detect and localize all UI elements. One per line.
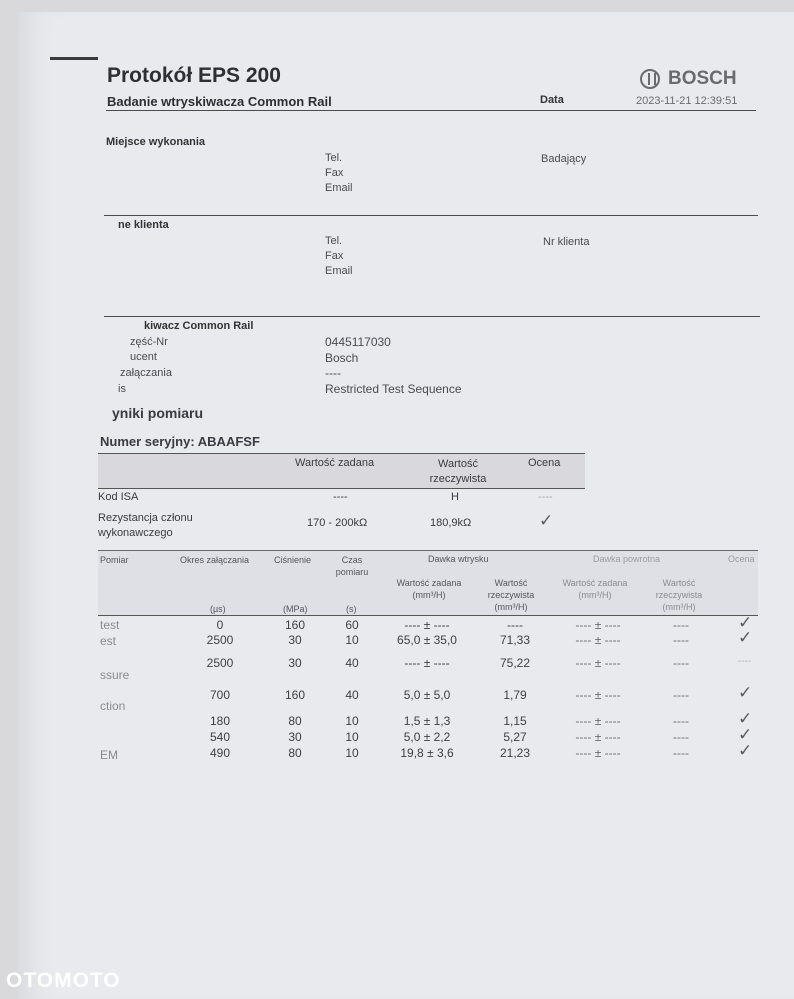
- otomoto-watermark: OTOMOTO: [6, 969, 121, 992]
- measurement-cell-wz: 65,0 ± 35,0: [397, 633, 457, 647]
- col-inj-actual: Wartość rzeczywista (mm³/H): [487, 578, 535, 612]
- measurement-name: est: [100, 634, 117, 648]
- measurement-cell-czas: 10: [345, 730, 359, 744]
- measurement-cell-okres: 2500: [206, 633, 234, 647]
- place-section-title: Miejsce wykonania: [106, 136, 206, 148]
- measurement-cell-pr: ----: [673, 633, 689, 647]
- isa-code-rating: ----: [538, 491, 553, 503]
- col-pressure: Ciśnienie: [274, 555, 312, 565]
- measurement-cell-cisn: 30: [288, 656, 302, 670]
- date-value: 2023-11-21 12:39:51: [636, 95, 738, 107]
- injector-row-label: załączania: [120, 367, 172, 379]
- place-tel-label: Tel.: [325, 152, 343, 164]
- part-number-value: 0445117030: [325, 335, 391, 349]
- measurement-name: EM: [100, 748, 118, 762]
- resistance-label: Rezystancja członu wykonawczego: [98, 512, 193, 539]
- injector-row-label: zęść-Nr: [130, 336, 168, 348]
- measurement-cell-cisn: 80: [288, 746, 302, 760]
- bosch-armature-icon: [640, 69, 660, 89]
- measurement-cell-wz: 1,5 ± 1,3: [403, 714, 451, 728]
- date-label: Data: [540, 94, 564, 106]
- measurement-cell-wz: ---- ± ----: [404, 656, 450, 670]
- injector-row-label: is: [118, 383, 126, 395]
- measurement-cell-okres: 490: [209, 746, 231, 760]
- checkmark-icon: ✓: [738, 725, 753, 744]
- measurement-cell-wz: 5,0 ± 5,0: [403, 688, 451, 702]
- sequence-value: Restricted Test Sequence: [325, 382, 462, 396]
- measurement-cell-czas: 10: [345, 633, 359, 647]
- checkmark-icon: ✓: [738, 709, 753, 728]
- col-measure-time: Czas pomiaru: [335, 555, 369, 577]
- col-pressure-unit: (MPa): [283, 604, 308, 614]
- col-measure-time-unit: (s): [346, 604, 357, 614]
- measurement-cell-okres: 180: [209, 714, 231, 728]
- measurement-cell-wr: ----: [507, 618, 523, 632]
- divider: [104, 316, 760, 317]
- checkmark-icon: ✓: [738, 613, 753, 632]
- col-set-value: Wartość zadana: [295, 457, 375, 469]
- measurement-cell-wr: 21,23: [499, 746, 531, 760]
- measurement-cell-cisn: 30: [288, 730, 302, 744]
- isa-code-set: ----: [333, 491, 348, 503]
- measurement-cell-okres: 700: [209, 688, 231, 702]
- col-switch-period-unit: (µs): [210, 604, 226, 614]
- col-switch-period: Okres załączania: [180, 555, 250, 565]
- col-rating: Ocena: [728, 554, 755, 564]
- manufacturer-value: Bosch: [325, 351, 359, 365]
- bosch-logo: [640, 68, 737, 90]
- client-email-label: Email: [325, 265, 353, 277]
- serial-number: Numer seryjny: ABAAFSF: [100, 434, 260, 449]
- checkmark-icon: ✓: [738, 741, 753, 760]
- col-measurement: Pomiar: [100, 555, 129, 565]
- measurement-cell-pz: ---- ± ----: [575, 746, 621, 760]
- measurement-cell-wr: 1,15: [503, 714, 527, 728]
- client-number-label: Nr klienta: [543, 236, 590, 248]
- measurement-cell-pz: ---- ± ----: [575, 656, 621, 670]
- measurement-cell-pz: ---- ± ----: [575, 730, 621, 744]
- col-ret-set: Wartość zadana (mm³/H): [562, 578, 628, 600]
- measurement-cell-pr: ----: [673, 656, 689, 670]
- measurement-cell-wz: 5,0 ± 2,2: [403, 730, 451, 744]
- measurement-cell-pr: ----: [673, 730, 689, 744]
- measurement-cell-pr: ----: [673, 746, 689, 760]
- checkmark-icon: ✓: [738, 628, 753, 647]
- checkmark-icon: ✓: [539, 511, 554, 530]
- measurement-cell-cisn: 160: [284, 618, 306, 632]
- measurement-cell-okres: 540: [209, 730, 231, 744]
- measurement-cell-pz: ---- ± ----: [575, 618, 621, 632]
- injector-row-label: ucent: [130, 351, 157, 363]
- resistance-set: 170 - 200kΩ: [307, 517, 368, 529]
- page-title: Protokół EPS 200: [107, 64, 281, 87]
- col-ret-actual: Wartość rzeczywista (mm³/H): [655, 578, 703, 612]
- measurement-cell-wr: 5,27: [503, 730, 527, 744]
- measurement-name: ssure: [100, 668, 130, 682]
- measurement-name: ction: [100, 699, 126, 713]
- col-actual-value: Wartość rzeczywista: [429, 458, 487, 485]
- measurement-cell-pz: ---- ± ----: [575, 633, 621, 647]
- place-email-label: Email: [325, 182, 353, 194]
- divider: [104, 215, 758, 216]
- measurement-cell-pz: ---- ± ----: [575, 688, 621, 702]
- measurement-cell-pr: ----: [673, 714, 689, 728]
- isa-code-actual: H: [451, 491, 459, 503]
- place-fax-label: Fax: [325, 167, 344, 179]
- measurement-cell-okres: 2500: [206, 656, 234, 670]
- col-inj-set: Wartość zadana (mm³/H): [396, 578, 462, 600]
- measurement-cell-czas: 10: [345, 746, 359, 760]
- staple-mark: [50, 57, 98, 60]
- measurement-cell-pr: ----: [673, 618, 689, 632]
- measurement-cell-pr: ----: [673, 688, 689, 702]
- measurement-cell-wr: 75,22: [499, 656, 531, 670]
- measurement-cell-cisn: 160: [284, 688, 306, 702]
- examiner-label: Badający: [541, 153, 587, 165]
- divider: [106, 110, 756, 111]
- results-title: yniki pomiaru: [112, 405, 204, 421]
- col-injection-dose: Dawka wtrysku: [428, 554, 489, 564]
- page-subtitle: Badanie wtryskiwacza Common Rail: [107, 94, 332, 109]
- measurement-cell-czas: 40: [345, 656, 359, 670]
- client-tel-label: Tel.: [325, 235, 343, 247]
- measurement-cell-wz: ---- ± ----: [404, 618, 450, 632]
- measurement-name: test: [100, 618, 120, 632]
- measurement-cell-wr: 71,33: [499, 633, 531, 647]
- measurement-cell-pz: ---- ± ----: [575, 714, 621, 728]
- switching-value: ----: [325, 366, 341, 380]
- col-return-dose: Dawka powrotna: [593, 554, 661, 564]
- measurement-cell-okres: 0: [216, 618, 224, 632]
- client-fax-label: Fax: [325, 250, 344, 262]
- measurement-cell-czas: 40: [345, 688, 359, 702]
- measurement-cell-czas: 60: [345, 618, 359, 632]
- measurement-cell-cisn: 30: [288, 633, 302, 647]
- protocol-sheet: [18, 12, 794, 999]
- measurement-cell-czas: 10: [345, 714, 359, 728]
- resistance-actual: 180,9kΩ: [430, 517, 472, 529]
- measurement-cell-wz: 19,8 ± 3,6: [400, 746, 454, 760]
- col-rating: Ocena: [528, 457, 561, 469]
- client-section-title: ne klienta: [118, 219, 169, 231]
- checkmark-icon: ✓: [738, 683, 753, 702]
- measurement-cell-wr: 1,79: [503, 688, 527, 702]
- isa-code-label: Kod ISA: [98, 491, 139, 503]
- injector-section-title: kiwacz Common Rail: [144, 320, 254, 332]
- rating-empty: ----: [738, 656, 752, 667]
- brand-name: BOSCH: [668, 68, 737, 89]
- measurement-cell-cisn: 80: [288, 714, 302, 728]
